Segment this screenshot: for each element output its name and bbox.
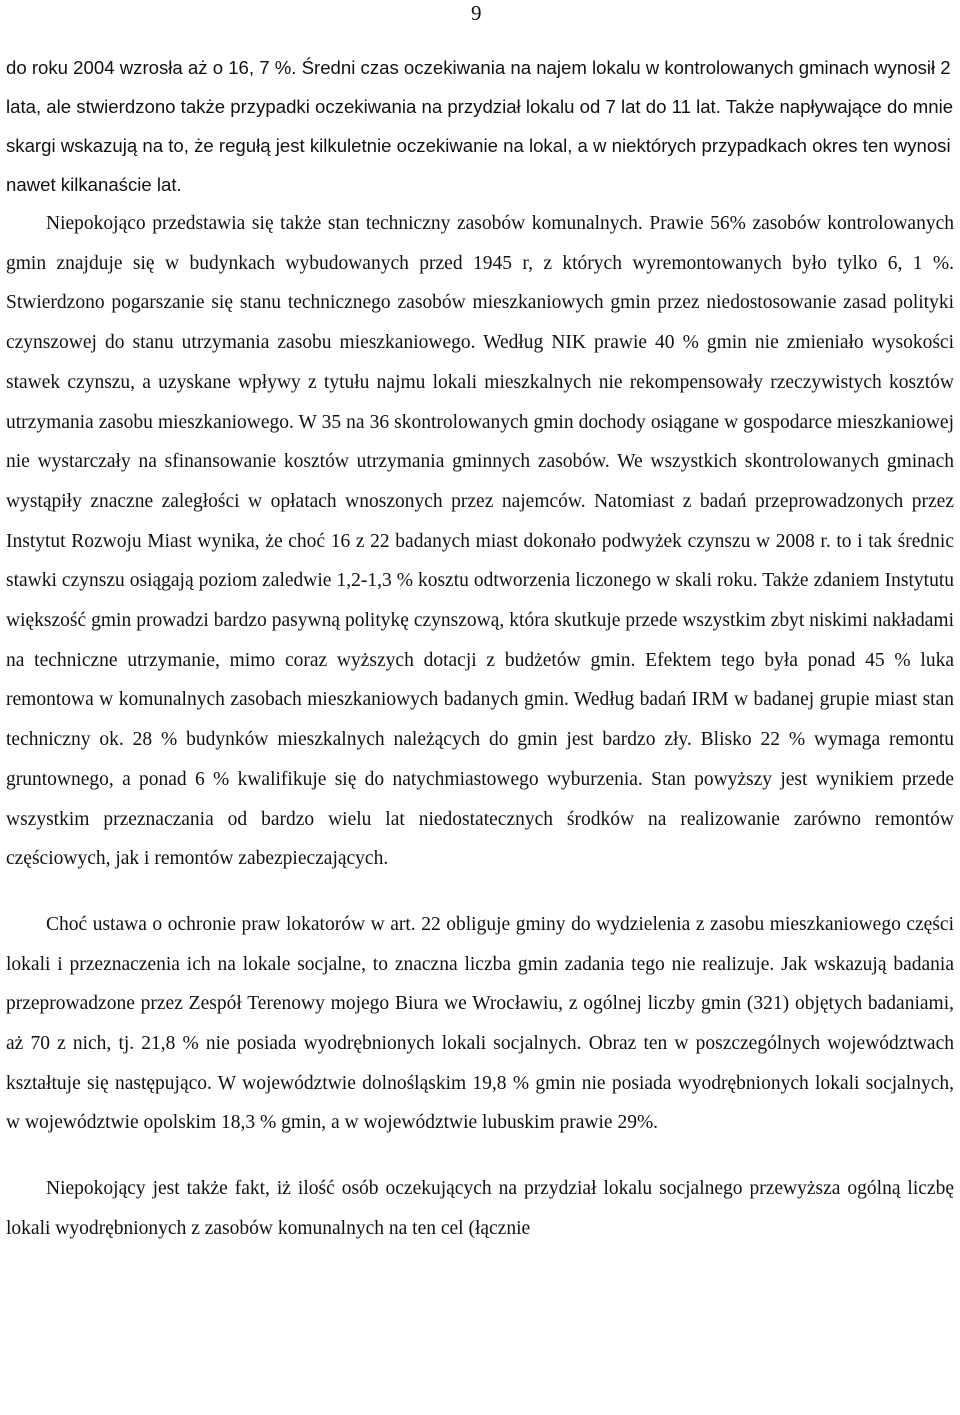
paragraph-social-housing: Choć ustawa o ochronie praw lokatorów w art. 22 obliguje gminy do wydzielenia z zasobu mieszkaniowego części lokali i przeznaczenia ich na lokale socjalne, to znaczna liczba gmin zadania tego nie realizuje. Jak wskazują badania przeprowadzone przez Zespół Terenowy mojego Biura we Wrocławiu, z ogólnej liczby gmin (321) objętych badaniami, aż 70 z nich, tj. 21,8 % nie posiada wyodrębnionych lokali socjalnych. Obraz ten w poszczególnych województwach kształtuje się następująco. W województwie dolnośląskim 19,8 % gmin nie posiada wyodrębnionych lokali socjalnych, w województwie opolskim 18,3 % gmin, a w województwie lubuskim prawie 29%. bbox=[6, 913, 954, 1134]
paragraph-waiting-persons: Niepokojący jest także fakt, iż ilość osób oczekujących na przydział lokalu socjalnego przewyższa ogólną liczbę lokali wyodrębnionych z zasobów komunalnych na ten cel (łącznie bbox=[6, 1178, 954, 1239]
document-body bbox=[6, 48, 954, 1249]
page-number: 9 bbox=[471, 1, 482, 25]
paragraph-waiting-time: do roku 2004 wzrosła aż o 16, 7 %. Średni czas oczekiwania na najem lokalu w kontrolowanych gminach wynosił 2 lata, ale stwierdzono także przypadki oczekiwania na przydział lokalu od 7 lat do 11 lat. Także napływające do mnie skargi wskazują na to, że regułą jest kilkuletnie oczekiwanie na lokal, a w niektórych przypadkach okres ten wynosi nawet kilkanaście lat. bbox=[6, 57, 954, 195]
paragraph-technical-condition: Niepokojąco przedstawia się także stan techniczny zasobów komunalnych. Prawie 56% zasobów kontrolowanych gmin znajduje się w budynkach wybudowanych przed 1945 r, z których wyremontowanych było tylko 6, 1 %. Stwierdzono pogarszanie się stanu technicznego zasobów mieszkaniowych gmin przez niedostosowanie zasad polityki czynszowej do stanu utrzymania zasobu mieszkaniowego. Według NIK prawie 40 % gmin nie zmieniało wysokości stawek czynszu, a uzyskane wpływy z tytułu najmu lokali mieszkalnych nie rekompensowały rzeczywistych kosztów utrzymania zasobu mieszkaniowego. W 35 na 36 skontrolowanych gmin dochody osiągane w gospodarce mieszkaniowej nie wystarczały na sfinansowanie kosztów utrzymania gminnych zasobów. We wszystkich skontrolowanych gminach wystąpiły znaczne zaległości w opłatach wnoszonych przez najemców. Natomiast z badań przeprowadzonych przez Instytut Rozwoju Miast wynika, że choć 16 z 22 badanych miast dokonało podwyżek czynszu w 2008 r. to i tak średnic stawki czynszu osiągają poziom zaledwie 1,2-1,3 % kosztu odtworzenia liczonego w skali roku. Także zdaniem Instytutu większość gmin prowadzi bardzo pasywną politykę czynszową, która skutkuje przede wszystkim zbyt niskimi nakładami na techniczne utrzymanie, mimo coraz wyższych dotacji z budżetów gmin. Efektem tego była ponad 45 % luka remontowa w komunalnych zasobach mieszkaniowych badanych gmin. Według badań IRM w badanej grupie miast stan techniczny ok. 28 % budynków mieszkalnych należących do gmin jest bardzo zły. Blisko 22 % wymaga remontu gruntownego, a ponad 6 % kwalifikuje się do natychmiastowego wyburzenia. Stan powyższy jest wynikiem przede wszystkim przeznaczania od bardzo wielu lat niedostatecznych środków na realizowanie zarówno remontów częściowych, jak i remontów zabezpieczających. bbox=[6, 213, 954, 870]
